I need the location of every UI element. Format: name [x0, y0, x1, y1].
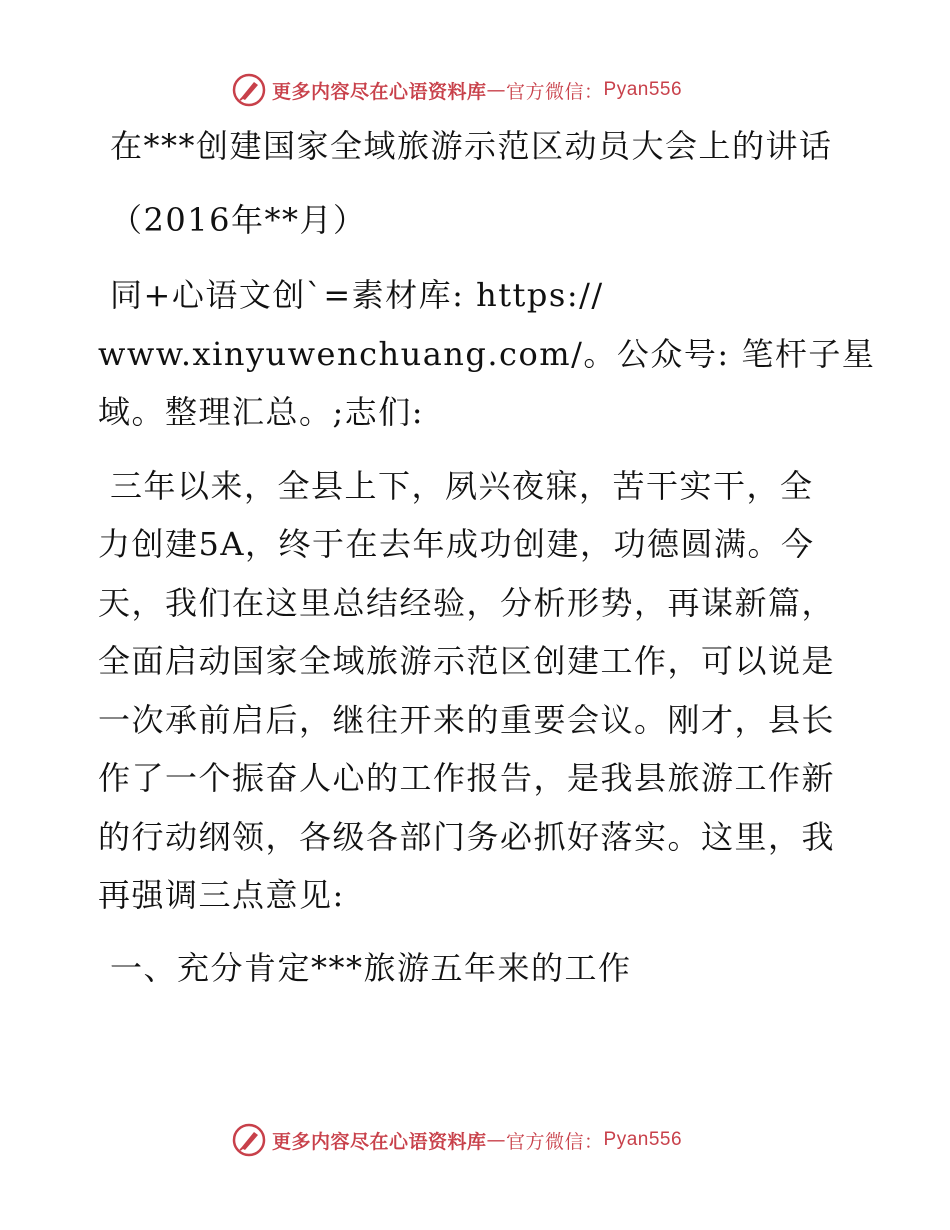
- watermark-dash: —: [486, 79, 507, 101]
- watermark-dash: —: [486, 1129, 507, 1151]
- salutation-line-2: www.xinyuwenchuang.com/。公众号: 笔杆子星: [98, 335, 876, 373]
- body-line-4: 全面启动国家全域旅游示范区创建工作，可以说是: [98, 642, 836, 680]
- quill-logo-icon: [232, 1123, 266, 1157]
- watermark-main-text: 更多内容尽在心语资料库: [272, 1130, 487, 1153]
- watermark-wechat-label: 官方微信：: [506, 1130, 604, 1153]
- document-date: （2016年**月）: [110, 201, 367, 239]
- header-watermark: [232, 70, 682, 110]
- watermark-main-text: 更多内容尽在心语资料库: [272, 80, 487, 103]
- watermark-wechat-id: Pyan556: [603, 1129, 683, 1150]
- body-line-8: 再强调三点意见:: [98, 876, 345, 914]
- document-title: 在***创建国家全域旅游示范区动员大会上的讲话: [110, 127, 833, 165]
- watermark-wechat-label: 官方微信：: [506, 80, 604, 103]
- section-heading: 一、充分肯定***旅游五年来的工作: [110, 949, 632, 987]
- footer-watermark: [232, 1120, 682, 1160]
- salutation-line-1: 同+心语文创`=素材库: https://: [110, 276, 604, 314]
- watermark-wechat-id: Pyan556: [603, 79, 683, 100]
- body-line-3: 天，我们在这里总结经验，分析形势，再谋新篇，: [98, 584, 836, 622]
- quill-logo-icon: [232, 73, 266, 107]
- body-line-2: 力创建5A，终于在去年成功创建，功德圆满。今: [98, 525, 815, 563]
- salutation-line-3: 域。整理汇总。;志们:: [98, 393, 425, 431]
- body-line-1: 三年以来，全县上下，夙兴夜寐，苦干实干，全: [110, 467, 814, 505]
- body-line-6: 作了一个振奋人心的工作报告，是我县旅游工作新: [98, 759, 836, 797]
- body-line-5: 一次承前启后，继往开来的重要会议。刚才，县长: [98, 701, 836, 739]
- body-line-7: 的行动纲领，各级各部门务必抓好落实。这里，我: [98, 818, 836, 856]
